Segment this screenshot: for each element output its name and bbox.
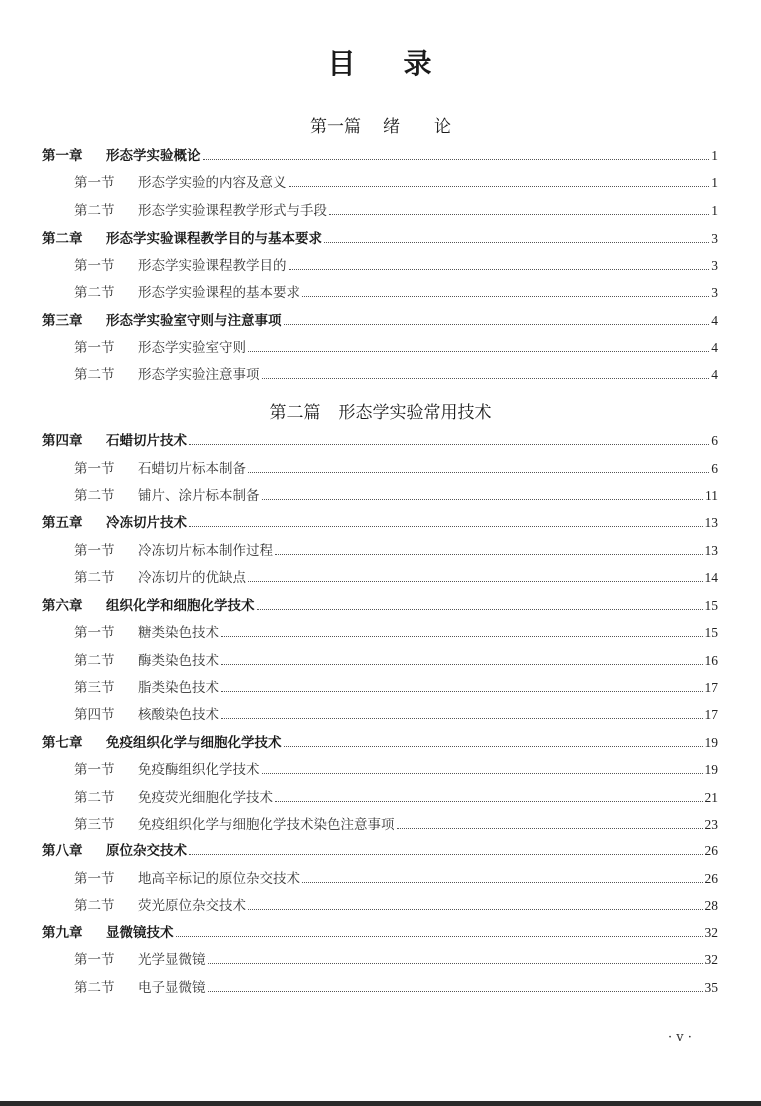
entry-number: 第一节 xyxy=(74,952,115,968)
entry-number: 第二节 xyxy=(74,980,115,996)
entry-title: 免疫酶组织化学技术 xyxy=(138,762,260,778)
toc-chapter-entry[interactable] xyxy=(42,922,718,942)
entry-page-number: 6 xyxy=(711,433,718,448)
entry-number: 第三章 xyxy=(42,313,83,329)
entry-number: 第二节 xyxy=(74,367,115,383)
entry-title: 形态学实验室守则 xyxy=(138,340,246,356)
entry-number: 第八章 xyxy=(42,843,83,859)
entry-number: 第一节 xyxy=(74,175,115,191)
entry-page-number: 3 xyxy=(711,258,718,273)
entry-page-number: 32 xyxy=(704,925,718,940)
entry-number: 第二章 xyxy=(42,231,83,247)
entry-title: 组织化学和细胞化学技术 xyxy=(106,598,255,614)
entry-title: 冷冻切片的优缺点 xyxy=(138,570,246,586)
toc-chapter-entry[interactable] xyxy=(42,430,718,450)
entry-number: 第五章 xyxy=(42,515,83,531)
dot-leader xyxy=(221,635,703,637)
dot-leader xyxy=(176,935,703,937)
part-label: 第一篇 xyxy=(310,117,361,137)
entry-page-number: 4 xyxy=(711,340,718,355)
toc-section-entry[interactable] xyxy=(42,282,718,302)
toc-section-entry[interactable] xyxy=(42,540,718,560)
entry-page-number: 23 xyxy=(704,817,718,832)
entry-title: 糖类染色技术 xyxy=(138,625,219,641)
entry-number: 第一节 xyxy=(74,258,115,274)
entry-title: 显微镜技术 xyxy=(106,925,174,941)
entry-page-number: 16 xyxy=(704,653,718,668)
entry-title: 石蜡切片标本制备 xyxy=(138,461,246,477)
entry-title: 荧光原位杂交技术 xyxy=(138,898,246,914)
dot-leader xyxy=(221,663,703,665)
entry-page-number: 14 xyxy=(704,570,718,585)
entry-title: 酶类染色技术 xyxy=(138,653,219,669)
entry-page-number: 1 xyxy=(711,148,718,163)
toc-section-entry[interactable] xyxy=(42,787,718,807)
toc-section-entry[interactable] xyxy=(42,622,718,642)
dot-leader xyxy=(248,580,703,582)
entry-number: 第六章 xyxy=(42,598,83,614)
entry-page-number: 19 xyxy=(704,735,718,750)
dot-leader xyxy=(221,690,703,692)
toc-section-entry[interactable] xyxy=(42,759,718,779)
toc-section-entry[interactable] xyxy=(42,458,718,478)
toc-section-entry[interactable] xyxy=(42,704,718,724)
entry-page-number: 19 xyxy=(704,762,718,777)
toc-section-entry[interactable] xyxy=(42,172,718,192)
entry-title: 原位杂交技术 xyxy=(106,843,187,859)
dot-leader xyxy=(329,213,709,215)
entry-title: 冷冻切片标本制作过程 xyxy=(138,543,273,559)
dot-leader xyxy=(189,853,703,855)
entry-page-number: 15 xyxy=(704,598,718,613)
toc-section-entry[interactable] xyxy=(42,255,718,275)
dot-leader xyxy=(289,185,710,187)
part-label: 第二篇 xyxy=(269,403,321,423)
entry-number: 第一节 xyxy=(74,625,115,641)
entry-page-number: 13 xyxy=(704,543,718,558)
dot-leader xyxy=(248,350,709,352)
dot-leader xyxy=(221,717,703,719)
page-title xyxy=(0,42,761,82)
part-heading-1 xyxy=(0,112,761,137)
entry-number: 第二节 xyxy=(74,898,115,914)
dot-leader xyxy=(324,241,709,243)
dot-leader xyxy=(275,800,703,802)
entry-number: 第三节 xyxy=(74,680,115,696)
entry-page-number: 4 xyxy=(711,313,718,328)
page-bottom-rule xyxy=(0,1101,761,1106)
dot-leader xyxy=(302,295,709,297)
entry-title: 形态学实验室守则与注意事项 xyxy=(106,313,282,329)
dot-leader xyxy=(208,990,703,992)
entry-title: 形态学实验注意事项 xyxy=(138,367,260,383)
toc-chapter-entry[interactable] xyxy=(42,228,718,248)
toc-section-entry[interactable] xyxy=(42,200,718,220)
entry-number: 第一节 xyxy=(74,543,115,559)
entry-page-number: 26 xyxy=(704,843,718,858)
entry-title: 免疫组织化学与细胞化学技术染色注意事项 xyxy=(138,817,395,833)
entry-number: 第一节 xyxy=(74,340,115,356)
entry-page-number: 17 xyxy=(704,680,718,695)
entry-title: 免疫组织化学与细胞化学技术 xyxy=(106,735,282,751)
toc-section-entry[interactable] xyxy=(42,485,718,505)
entry-number: 第一节 xyxy=(74,762,115,778)
part-heading-2 xyxy=(0,398,761,423)
entry-title: 形态学实验课程教学目的 xyxy=(138,258,287,274)
entry-number: 第一节 xyxy=(74,871,115,887)
entry-number: 第二节 xyxy=(74,203,115,219)
dot-leader xyxy=(397,827,703,829)
dot-leader xyxy=(208,962,703,964)
entry-page-number: 13 xyxy=(704,515,718,530)
toc-chapter-entry[interactable] xyxy=(42,512,718,532)
entry-number: 第二节 xyxy=(74,790,115,806)
entry-page-number: 3 xyxy=(711,285,718,300)
page-number: · v · xyxy=(668,1030,692,1045)
entry-page-number: 11 xyxy=(705,488,718,503)
toc-section-entry[interactable] xyxy=(42,364,718,384)
entry-title: 石蜡切片技术 xyxy=(106,433,187,449)
entry-title: 形态学实验的内容及意义 xyxy=(138,175,287,191)
entry-title: 电子显微镜 xyxy=(138,980,206,996)
entry-title: 形态学实验概论 xyxy=(106,148,201,164)
entry-page-number: 15 xyxy=(704,625,718,640)
toc-section-entry[interactable] xyxy=(42,677,718,697)
entry-title: 形态学实验课程教学形式与手段 xyxy=(138,203,327,219)
entry-page-number: 17 xyxy=(704,707,718,722)
toc-section-entry[interactable] xyxy=(42,949,718,969)
toc-chapter-entry[interactable] xyxy=(42,145,718,165)
dot-leader xyxy=(284,745,703,747)
entry-title: 核酸染色技术 xyxy=(138,707,219,723)
entry-page-number: 4 xyxy=(711,367,718,382)
entry-number: 第二节 xyxy=(74,570,115,586)
dot-leader xyxy=(203,158,710,160)
title-char-right: 录 xyxy=(403,47,434,80)
toc-chapter-entry[interactable] xyxy=(42,732,718,752)
toc-section-entry[interactable] xyxy=(42,868,718,888)
entry-page-number: 1 xyxy=(711,175,718,190)
entry-title: 铺片、涂片标本制备 xyxy=(138,488,260,504)
part-name: 形态学实验常用技术 xyxy=(338,403,492,423)
entry-page-number: 28 xyxy=(704,898,718,913)
dot-leader xyxy=(248,471,709,473)
toc-section-entry[interactable] xyxy=(42,650,718,670)
entry-number: 第三节 xyxy=(74,817,115,833)
entry-number: 第一节 xyxy=(74,461,115,477)
dot-leader xyxy=(289,268,710,270)
entry-number: 第四节 xyxy=(74,707,115,723)
part-name-2: 论 xyxy=(434,117,451,137)
entry-number: 第二节 xyxy=(74,488,115,504)
toc-section-entry[interactable] xyxy=(42,567,718,587)
entry-title: 光学显微镜 xyxy=(138,952,206,968)
entry-page-number: 26 xyxy=(704,871,718,886)
dot-leader xyxy=(189,525,703,527)
dot-leader xyxy=(284,323,710,325)
title-char-left: 目 xyxy=(327,47,358,80)
entry-number: 第二节 xyxy=(74,653,115,669)
dot-leader xyxy=(262,498,704,500)
entry-page-number: 21 xyxy=(704,790,718,805)
entry-page-number: 32 xyxy=(704,952,718,967)
toc-section-entry[interactable] xyxy=(42,895,718,915)
dot-leader xyxy=(257,608,703,610)
dot-leader xyxy=(262,377,710,379)
entry-title: 冷冻切片技术 xyxy=(106,515,187,531)
entry-page-number: 6 xyxy=(711,461,718,476)
entry-number: 第二节 xyxy=(74,285,115,301)
dot-leader xyxy=(189,443,709,445)
toc-chapter-entry[interactable] xyxy=(42,595,718,615)
entry-title: 地高辛标记的原位杂交技术 xyxy=(138,871,300,887)
part-name: 绪 xyxy=(383,117,400,137)
entry-title: 形态学实验课程教学目的与基本要求 xyxy=(106,231,322,247)
entry-title: 免疫荧光细胞化学技术 xyxy=(138,790,273,806)
toc-chapter-entry[interactable] xyxy=(42,310,718,330)
entry-page-number: 1 xyxy=(711,203,718,218)
entry-number: 第九章 xyxy=(42,925,83,941)
entry-number: 第一章 xyxy=(42,148,83,164)
entry-page-number: 35 xyxy=(704,980,718,995)
dot-leader xyxy=(275,553,703,555)
dot-leader xyxy=(302,881,703,883)
dot-leader xyxy=(262,772,703,774)
toc-section-entry[interactable] xyxy=(42,814,718,834)
entry-title: 脂类染色技术 xyxy=(138,680,219,696)
toc-chapter-entry[interactable] xyxy=(42,840,718,860)
toc-section-entry[interactable] xyxy=(42,337,718,357)
toc-section-entry[interactable] xyxy=(42,977,718,997)
entry-number: 第七章 xyxy=(42,735,83,751)
entry-number: 第四章 xyxy=(42,433,83,449)
entry-page-number: 3 xyxy=(711,231,718,246)
dot-leader xyxy=(248,908,703,910)
entry-title: 形态学实验课程的基本要求 xyxy=(138,285,300,301)
